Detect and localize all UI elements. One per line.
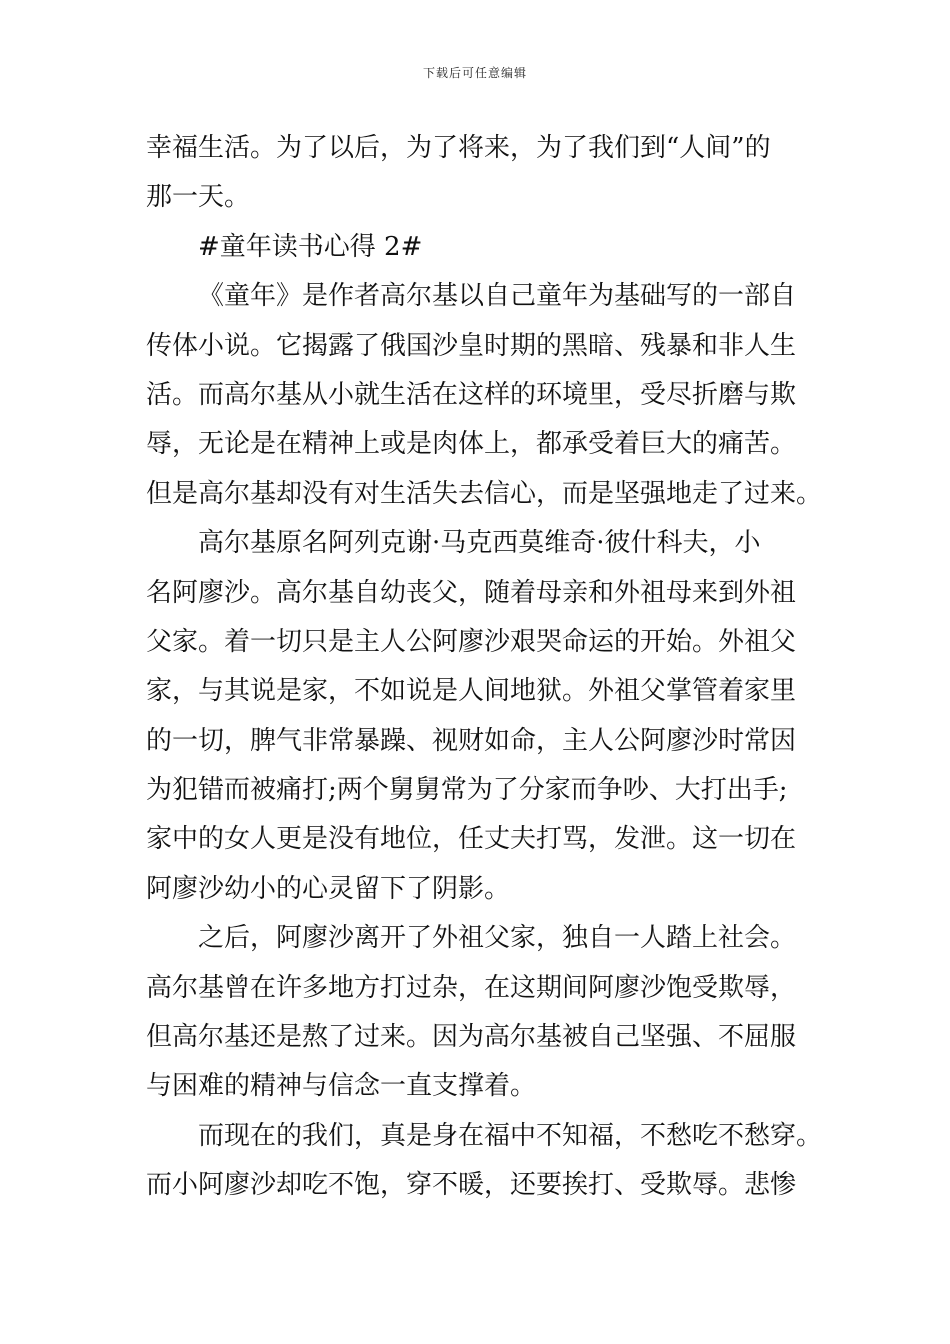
text-line: 活。而高尔基从小就生活在这样的环境里，受尽折磨与欺 xyxy=(146,379,797,410)
text-line: 《童年》是作者高尔基以自己童年为基础写的一部自 xyxy=(198,281,797,312)
text-line: 名阿廖沙。高尔基自幼丧父，随着母亲和外祖母来到外祖 xyxy=(146,577,797,608)
text-line: 传体小说。它揭露了俄国沙皇时期的黑暗、残暴和非人生 xyxy=(146,330,797,361)
text-line: 但是高尔基却没有对生活失去信心，而是坚强地走了过来。 xyxy=(146,478,823,509)
text-line: 阿廖沙幼小的心灵留下了阴影。 xyxy=(146,873,511,904)
text-line: 而现在的我们，真是身在福中不知福，不愁吃不愁穿。 xyxy=(198,1120,823,1151)
text-line: 而小阿廖沙却吃不饱，穿不暖，还要挨打、受欺辱。悲惨 xyxy=(146,1170,797,1201)
text-line: 那一天。 xyxy=(146,182,251,213)
body-text xyxy=(146,124,823,1211)
text-line: 幸福生活。为了以后，为了将来，为了我们到“人间”的 xyxy=(146,133,771,163)
text-line: 为犯错而被痛打;两个舅舅常为了分家而争吵、大打出手; xyxy=(146,775,788,806)
text-line: 辱，无论是在精神上或是肉体上，都承受着巨大的痛苦。 xyxy=(146,429,797,460)
text-line: 但高尔基还是熬了过来。因为高尔基被自己坚强、不屈服 xyxy=(146,1022,797,1053)
text-line: 与困难的精神与信念一直支撑着。 xyxy=(146,1071,537,1102)
text-line: 家，与其说是家，不如说是人间地狱。外祖父掌管着家里 xyxy=(146,676,797,707)
text-line: 的一切，脾气非常暴躁、视财如命，主人公阿廖沙时常因 xyxy=(146,725,797,756)
text-line: 家中的女人更是没有地位，任丈夫打骂，发泄。这一切在 xyxy=(146,824,797,855)
text-line: #童年读书心得 2# xyxy=(198,231,423,262)
text-line: 高尔基原名阿列克谢·马克西莫维奇·彼什科夫，小 xyxy=(198,528,761,559)
text-line: 高尔基曾在许多地方打过杂，在这期间阿廖沙饱受欺辱， xyxy=(146,972,797,1003)
text-line: 之后，阿廖沙离开了外祖父家，独自一人踏上社会。 xyxy=(198,923,797,954)
header-note: 下载后可任意编辑 xyxy=(422,66,527,80)
text-line: 父家。着一切只是主人公阿廖沙艰哭命运的开始。外祖父 xyxy=(146,626,797,657)
